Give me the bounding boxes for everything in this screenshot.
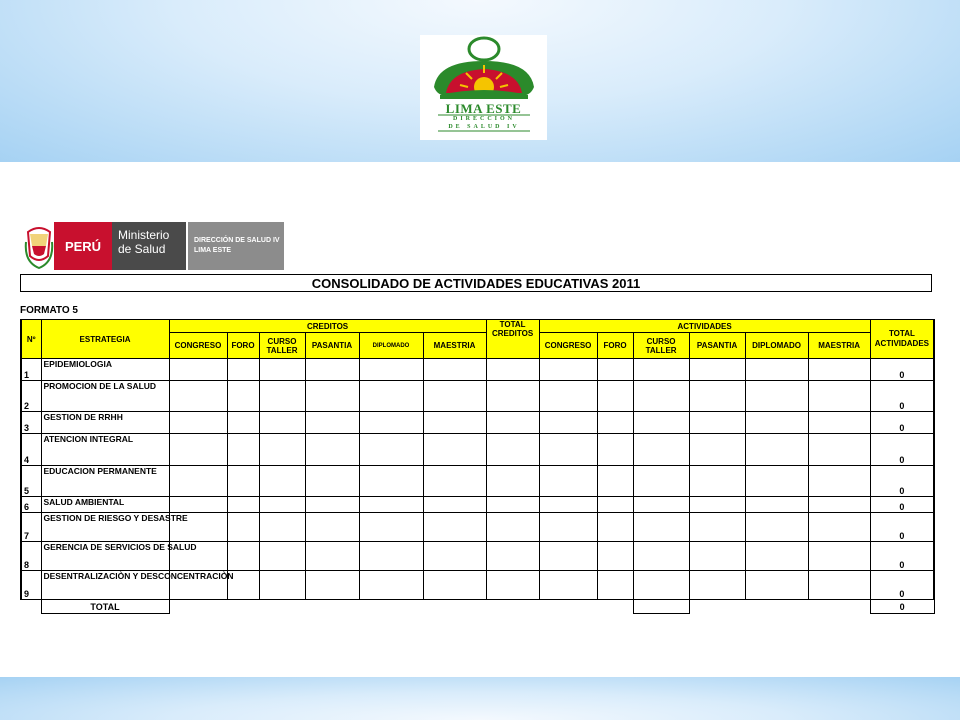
row-value-cell[interactable] <box>539 381 597 412</box>
row-value-cell[interactable] <box>745 497 808 513</box>
header-curso-taller <box>259 333 305 359</box>
table-row <box>21 542 934 571</box>
header-maestria: MAESTRIA <box>423 333 486 359</box>
header-total-actividades-line-1: TOTAL <box>888 329 915 338</box>
row-estrategia: DESENTRALIZACIÒN Y DESCONCENTRACIÒN <box>41 571 169 600</box>
row-value-cell[interactable] <box>539 497 597 513</box>
row-value-cell[interactable] <box>486 434 539 466</box>
row-value-cell[interactable] <box>423 381 486 412</box>
row-value-cell[interactable] <box>169 359 227 381</box>
row-estrategia: EDUCACION PERMANENTE <box>41 466 169 497</box>
row-value-cell[interactable] <box>808 542 870 571</box>
row-value-cell[interactable] <box>539 359 597 381</box>
row-value-cell[interactable] <box>539 542 597 571</box>
row-number: 3 <box>21 412 41 434</box>
row-value-cell[interactable] <box>808 466 870 497</box>
row-value-cell[interactable] <box>359 434 423 466</box>
row-value-cell[interactable] <box>305 466 359 497</box>
row-value-cell[interactable] <box>808 381 870 412</box>
header-creditos: CREDITOS <box>169 320 486 333</box>
row-value-cell[interactable] <box>689 571 745 600</box>
row-value-cell[interactable] <box>423 412 486 434</box>
direccion-label <box>188 222 284 270</box>
row-value-cell[interactable] <box>808 513 870 542</box>
row-value-cell[interactable] <box>486 513 539 542</box>
row-value-cell[interactable] <box>597 571 633 600</box>
row-value-cell[interactable] <box>259 513 305 542</box>
row-total-actividades: 0 <box>870 381 934 412</box>
row-value-cell[interactable] <box>423 513 486 542</box>
row-value-cell[interactable] <box>745 434 808 466</box>
table-row <box>21 381 934 412</box>
row-value-cell[interactable] <box>633 513 689 542</box>
row-value-cell[interactable] <box>423 542 486 571</box>
row-value-cell[interactable] <box>259 466 305 497</box>
row-value-cell[interactable] <box>689 359 745 381</box>
row-value-cell[interactable] <box>359 542 423 571</box>
row-value-cell[interactable] <box>259 497 305 513</box>
row-total-actividades: 0 <box>870 513 934 542</box>
row-value-cell[interactable] <box>169 412 227 434</box>
row-value-cell[interactable] <box>539 513 597 542</box>
row-value-cell[interactable] <box>259 412 305 434</box>
row-value-cell[interactable] <box>259 434 305 466</box>
row-estrategia: GERENCIA DE SERVICIOS DE SALUD <box>41 542 169 571</box>
direccion-line-1: DIRECCIÓN DE SALUD IV <box>194 237 280 244</box>
row-value-cell[interactable] <box>597 381 633 412</box>
row-value-cell[interactable] <box>423 571 486 600</box>
header-estrategia: ESTRATEGIA <box>41 320 169 359</box>
row-value-cell[interactable] <box>359 412 423 434</box>
header-total-actividades <box>870 320 934 359</box>
formato-label: FORMATO 5 <box>20 305 78 316</box>
row-value-cell[interactable] <box>259 359 305 381</box>
row-value-cell[interactable] <box>689 466 745 497</box>
row-value-cell[interactable] <box>169 497 227 513</box>
row-value-cell[interactable] <box>486 381 539 412</box>
header-curso-line-2: TALLER <box>266 345 298 355</box>
header-foro: FORO <box>227 333 259 359</box>
row-value-cell[interactable] <box>227 542 259 571</box>
peru-coat-of-arms-icon <box>24 222 54 272</box>
row-value-cell[interactable] <box>633 571 689 600</box>
row-value-cell[interactable] <box>539 434 597 466</box>
row-value-cell[interactable] <box>305 434 359 466</box>
row-value-cell[interactable] <box>227 497 259 513</box>
row-value-cell[interactable] <box>597 542 633 571</box>
header-total-actividades-line-2: ACTIVIDADES <box>874 339 930 348</box>
row-value-cell[interactable] <box>305 359 359 381</box>
row-value-cell[interactable] <box>359 497 423 513</box>
header-pasantia: PASANTIA <box>305 333 359 359</box>
header-act-curso-line-1: CURSO <box>646 336 676 346</box>
row-value-cell[interactable] <box>359 359 423 381</box>
row-number: 6 <box>21 497 41 513</box>
row-value-cell[interactable] <box>633 412 689 434</box>
row-value-cell[interactable] <box>745 466 808 497</box>
row-value-cell[interactable] <box>486 542 539 571</box>
row-value-cell[interactable] <box>633 381 689 412</box>
row-total-actividades: 0 <box>870 434 934 466</box>
logo-title: LIMA ESTE <box>445 101 522 116</box>
row-total-actividades: 0 <box>870 466 934 497</box>
row-value-cell[interactable] <box>305 571 359 600</box>
row-estrategia: GESTION DE RIESGO Y DESASTRE <box>41 513 169 542</box>
row-value-cell[interactable] <box>808 359 870 381</box>
row-value-cell[interactable] <box>423 359 486 381</box>
row-value-cell[interactable] <box>633 542 689 571</box>
row-value-cell[interactable] <box>259 571 305 600</box>
header-total-creditos-line-2: CREDITOS <box>491 329 534 338</box>
row-value-cell[interactable] <box>305 381 359 412</box>
total-blank-left <box>169 600 633 614</box>
row-value-cell[interactable] <box>689 381 745 412</box>
header-num: Nº <box>21 320 41 359</box>
row-value-cell[interactable] <box>359 513 423 542</box>
row-estrategia: PROMOCION DE LA SALUD <box>41 381 169 412</box>
row-value-cell[interactable] <box>227 434 259 466</box>
row-value-cell[interactable] <box>486 466 539 497</box>
row-value-cell[interactable] <box>423 497 486 513</box>
row-value-cell[interactable] <box>745 571 808 600</box>
row-value-cell[interactable] <box>539 412 597 434</box>
table-row <box>21 571 934 600</box>
header-act-congreso: CONGRESO <box>539 333 597 359</box>
consolidado-table <box>20 319 935 614</box>
table-row <box>21 513 934 542</box>
row-value-cell[interactable] <box>745 542 808 571</box>
row-value-cell[interactable] <box>689 542 745 571</box>
row-number: 8 <box>21 542 41 571</box>
row-value-cell[interactable] <box>423 434 486 466</box>
row-value-cell[interactable] <box>633 497 689 513</box>
row-value-cell[interactable] <box>227 466 259 497</box>
row-value-cell[interactable] <box>305 513 359 542</box>
row-number: 7 <box>21 513 41 542</box>
ministerio-line-2: de Salud <box>118 242 166 256</box>
ministerio-label <box>112 222 186 270</box>
row-value-cell[interactable] <box>745 412 808 434</box>
row-value-cell[interactable] <box>539 466 597 497</box>
row-total-actividades: 0 <box>870 412 934 434</box>
row-value-cell[interactable] <box>808 497 870 513</box>
header-act-curso-taller <box>633 333 689 359</box>
table-row <box>21 434 934 466</box>
row-estrategia: GESTION DE RRHH <box>41 412 169 434</box>
row-value-cell[interactable] <box>597 513 633 542</box>
row-value-cell[interactable] <box>423 466 486 497</box>
row-value-cell[interactable] <box>745 381 808 412</box>
row-value-cell[interactable] <box>359 381 423 412</box>
row-number: 4 <box>21 434 41 466</box>
row-value-cell[interactable] <box>808 412 870 434</box>
header-diplomado: DIPLOMADO <box>359 333 423 359</box>
table-row <box>21 412 934 434</box>
peru-label: PERÚ <box>54 222 112 270</box>
row-total-actividades: 0 <box>870 571 934 600</box>
row-value-cell[interactable] <box>597 466 633 497</box>
row-value-cell[interactable] <box>227 412 259 434</box>
row-value-cell[interactable] <box>689 497 745 513</box>
row-value-cell[interactable] <box>633 434 689 466</box>
row-value-cell[interactable] <box>745 513 808 542</box>
row-value-cell[interactable] <box>227 513 259 542</box>
header-act-foro: FORO <box>597 333 633 359</box>
direccion-line-2: LIMA ESTE <box>194 247 232 254</box>
row-value-cell[interactable] <box>259 381 305 412</box>
row-value-cell[interactable] <box>597 412 633 434</box>
header-act-maestria: MAESTRIA <box>808 333 870 359</box>
row-value-cell[interactable] <box>633 359 689 381</box>
header-act-curso-line-2: TALLER <box>645 345 677 355</box>
logo-subtitle-1: DIRECCION <box>452 116 515 122</box>
row-value-cell[interactable] <box>169 466 227 497</box>
row-value-cell[interactable] <box>227 381 259 412</box>
logo-subtitle-2: DE SALUD IV <box>448 124 520 130</box>
row-value-cell[interactable] <box>689 412 745 434</box>
header-curso-line-1: CURSO <box>267 336 297 346</box>
row-value-cell[interactable] <box>689 434 745 466</box>
row-value-cell[interactable] <box>745 359 808 381</box>
row-value-cell[interactable] <box>227 359 259 381</box>
row-value-cell[interactable] <box>808 571 870 600</box>
bottom-decorative-band <box>0 677 960 720</box>
table-row <box>21 359 934 381</box>
total-blank-right <box>689 600 870 614</box>
row-number: 1 <box>21 359 41 381</box>
header-total-creditos-line-1: TOTAL <box>499 320 526 329</box>
row-value-cell[interactable] <box>808 434 870 466</box>
lima-este-logo <box>420 35 547 140</box>
row-value-cell[interactable] <box>169 434 227 466</box>
row-total-actividades: 0 <box>870 359 934 381</box>
row-value-cell[interactable] <box>597 434 633 466</box>
row-value-cell[interactable] <box>486 359 539 381</box>
header-act-diplomado: DIPLOMADO <box>745 333 808 359</box>
row-value-cell[interactable] <box>359 466 423 497</box>
ministerio-line-1: Ministerio <box>118 228 170 242</box>
row-value-cell[interactable] <box>633 466 689 497</box>
row-value-cell[interactable] <box>539 571 597 600</box>
total-value: 0 <box>870 600 934 614</box>
header-total-creditos <box>486 320 539 359</box>
row-value-cell[interactable] <box>689 513 745 542</box>
row-value-cell[interactable] <box>486 412 539 434</box>
table-row <box>21 466 934 497</box>
row-number: 2 <box>21 381 41 412</box>
row-estrategia: EPIDEMIOLOGIA <box>41 359 169 381</box>
row-value-cell[interactable] <box>486 571 539 600</box>
row-estrategia: SALUD AMBIENTAL <box>41 497 169 513</box>
row-value-cell[interactable] <box>259 542 305 571</box>
row-estrategia: ATENCION INTEGRAL <box>41 434 169 466</box>
page-title: CONSOLIDADO DE ACTIVIDADES EDUCATIVAS 2011 <box>20 274 932 292</box>
total-spacer <box>21 600 41 614</box>
row-value-cell[interactable] <box>486 497 539 513</box>
row-value-cell[interactable] <box>597 497 633 513</box>
row-value-cell[interactable] <box>359 571 423 600</box>
total-label: TOTAL <box>41 600 169 614</box>
row-value-cell[interactable] <box>169 381 227 412</box>
total-curso-cell[interactable] <box>633 600 689 614</box>
header-actividades: ACTIVIDADES <box>539 320 870 333</box>
row-value-cell[interactable] <box>305 497 359 513</box>
row-total-actividades: 0 <box>870 542 934 571</box>
row-number: 5 <box>21 466 41 497</box>
row-value-cell[interactable] <box>305 412 359 434</box>
row-value-cell[interactable] <box>597 359 633 381</box>
table-row <box>21 497 934 513</box>
row-number: 9 <box>21 571 41 600</box>
header-congreso: CONGRESO <box>169 333 227 359</box>
row-total-actividades: 0 <box>870 497 934 513</box>
row-value-cell[interactable] <box>305 542 359 571</box>
header-act-pasantia: PASANTIA <box>689 333 745 359</box>
